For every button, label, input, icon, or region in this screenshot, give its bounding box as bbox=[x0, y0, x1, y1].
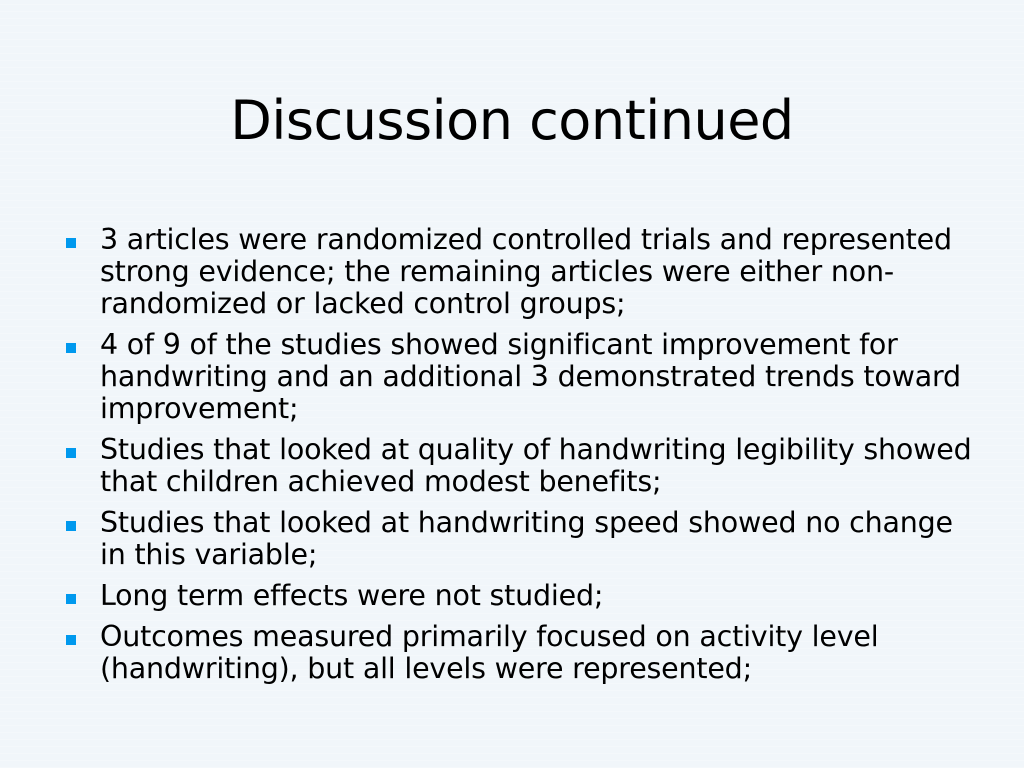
bullet-text: 4 of 9 of the studies showed significant improvement for handwriting and an additional 3 demonstrated trends toward improvement; bbox=[100, 328, 961, 425]
square-bullet-icon bbox=[66, 521, 76, 531]
bullet-text: Long term effects were not studied; bbox=[100, 579, 604, 612]
square-bullet-icon bbox=[66, 238, 76, 248]
bullet-item bbox=[58, 224, 978, 320]
bullet-text: Studies that looked at handwriting speed showed no change in this variable; bbox=[100, 506, 953, 571]
bullet-text: Studies that looked at quality of handwriting legibility showed that children achieved modest benefits; bbox=[100, 433, 972, 498]
bullet-item bbox=[58, 580, 978, 612]
square-bullet-icon bbox=[66, 448, 76, 458]
square-bullet-icon bbox=[66, 343, 76, 353]
bullet-item bbox=[58, 329, 978, 425]
bullet-list bbox=[58, 224, 978, 694]
bullet-text: Outcomes measured primarily focused on activity level (handwriting), but all levels were represented; bbox=[100, 620, 879, 685]
square-bullet-icon bbox=[66, 594, 76, 604]
bullet-item bbox=[58, 621, 978, 685]
square-bullet-icon bbox=[66, 635, 76, 645]
slide-title: Discussion continued bbox=[230, 89, 794, 152]
bullet-text: 3 articles were randomized controlled trials and represented strong evidence; the remaining articles were either non-randomized or lacked control groups; bbox=[100, 223, 952, 320]
bullet-item bbox=[58, 507, 978, 571]
bullet-item bbox=[58, 434, 978, 498]
